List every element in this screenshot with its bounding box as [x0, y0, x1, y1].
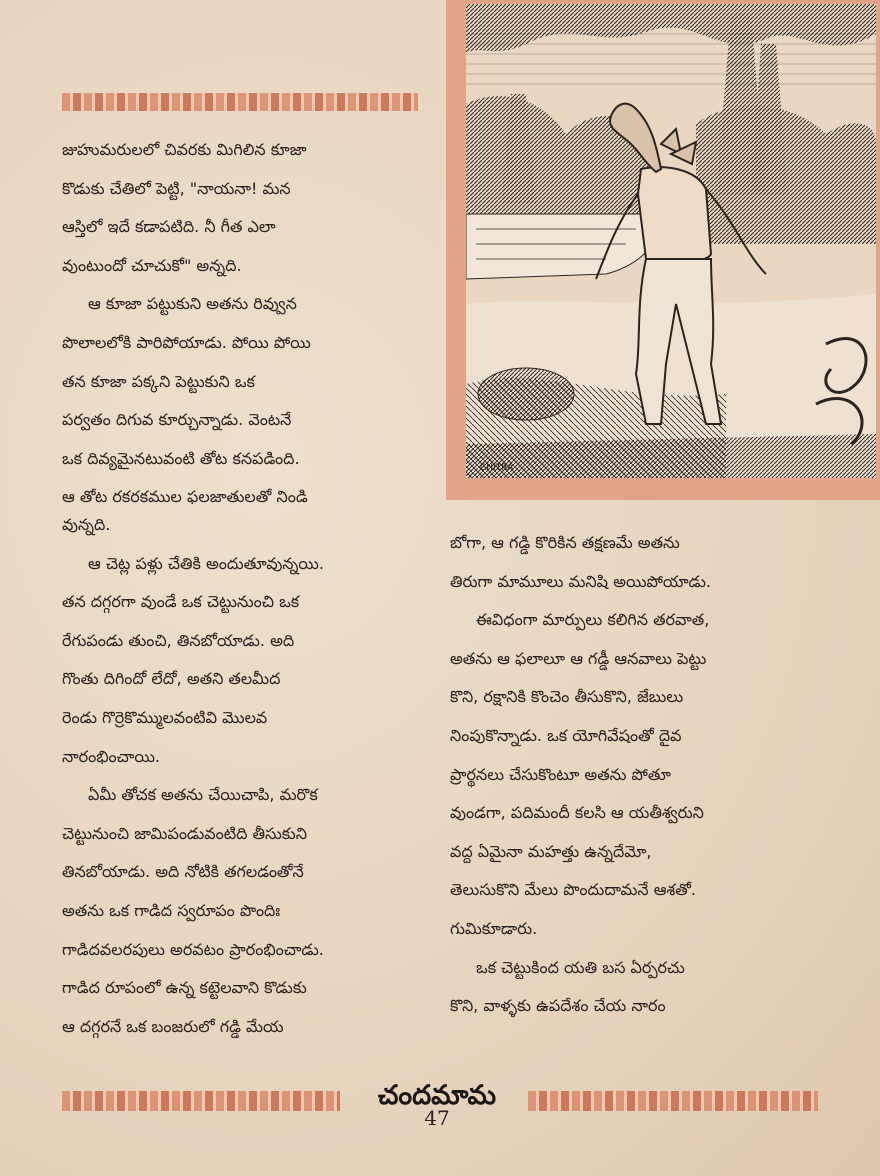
text-line: గాడిదవలరపులు అరవటం ప్రారంభించాడు. — [62, 939, 324, 959]
text-line: ఆస్తిలో ఇదే కడాపటిది. నీ గీత ఎలా — [62, 217, 276, 237]
text-line: వుండగా, పదిమందీ కలసి ఆ యతీశ్వరుని — [450, 803, 704, 823]
text-line: ఒక చెట్టుకింద యతి బస ఏర్పరచు — [476, 957, 685, 977]
right-column-text — [450, 524, 820, 1026]
text-line: ఆ దగ్గరనే ఒక బంజరులో గడ్డి మేయ — [62, 1016, 284, 1036]
illustration — [446, 0, 880, 500]
page-number: 47 — [424, 1106, 450, 1130]
text-line: వుంటుందో చూచుకో" అన్నది. — [62, 255, 242, 275]
text-line: గొంతు దిగిందో లేదో, అతని తలమీద — [62, 669, 281, 689]
text-line: ఆ చెట్ల పళ్లు చేతికి అందుతూవున్నయి. — [88, 553, 324, 573]
text-line: తిరుగా మామూలు మనిషి అయిపోయాడు. — [450, 571, 712, 591]
text-line: బోగా, ఆ గడ్డి కొరికిన తక్షణమే అతను — [450, 533, 680, 552]
text-line: పొలాలలోకి పారిపోయాడు. పోయి పోయి — [62, 332, 311, 352]
text-line: పర్వతం దిగువ కూర్చున్నాడు. వెంటనే — [62, 410, 292, 430]
text-line: ఈవిధంగా మార్పులు కలిగిన తరవాత, — [476, 610, 710, 630]
text-line: గుమికూడారు. — [450, 918, 538, 938]
illustration-drawing — [466, 4, 876, 478]
text-line: వద్ద ఏమైనా మహత్తు ఉన్నదేమో, — [450, 841, 652, 861]
text-line: గాడిద రూపంలో ఉన్న కట్టెలవాని కొడుకు — [62, 978, 307, 998]
text-line: తన దగ్గరగా వుండే ఒక చెట్టునుంచి ఒక — [62, 592, 300, 612]
artist-signature: CHITRA — [480, 463, 514, 473]
text-line: నారంభించాయి. — [62, 746, 160, 766]
text-line: కొని, వాళ్ళకు ఉపదేశం చేయ నారం — [450, 996, 666, 1016]
magazine-name: చందమామ — [377, 1080, 497, 1111]
text-line: నింపుకొన్నాడు. ఒక యోగివేషంతో దైవ — [450, 725, 682, 745]
decorative-border-footer-right — [528, 1091, 818, 1111]
text-line: చెట్టునుంచి జామిపండువంటిది తీసుకుని — [62, 823, 307, 843]
left-column-text — [62, 131, 432, 517]
text-line: ఒక దివ్యమైనటువంటి తోట కనపడింది. — [62, 448, 300, 468]
text-line: అతను ఒక గాడిద స్వరూపం పొందిః — [62, 900, 281, 920]
text-line: రెండు గొర్రెకొమ్ములవంటివి మొలవ — [62, 707, 268, 727]
text-line: అతను ఆ ఫలాలూ ఆ గడ్డీ ఆనవాలు పెట్టు — [450, 648, 707, 668]
text-line: తినబోయాడు. అది నోటికి తగలడంతోనే — [62, 862, 304, 882]
decorative-border-top — [62, 93, 418, 111]
text-line: కొని, రక్షానికి కొంచెం తీసుకొని, జేబులు — [450, 687, 684, 707]
text-line: తెలుసుకొని మేలు పొందుదామనే ఆశతో. — [450, 880, 696, 900]
text-line: తన కూజా పక్కని పెట్టుకుని ఒక — [62, 371, 255, 391]
decorative-border-footer-left — [62, 1091, 340, 1111]
text-line: జుహుమరులలో చివరకు మిగిలిన కూజా — [62, 140, 307, 159]
text-line: ఆ తోట రకరకముల ఫలజాతులతో నిండి — [62, 487, 308, 507]
text-line: వున్నది. — [62, 515, 111, 534]
text-line: ప్రార్థనలు చేసుకొంటూ అతను పోతూ — [450, 764, 671, 784]
text-line: కొడుకు చేతిలో పెట్టి, "నాయనా! మన — [62, 178, 291, 198]
text-line: రేగుపండు తుంచి, తినబోయాడు. అది — [62, 630, 295, 650]
text-line: ఏమీ తోచక అతను చేయిచాపి, మరొక — [88, 785, 318, 805]
left-column-lower-text — [62, 506, 432, 1046]
text-line: ఆ కూజా పట్టుకుని అతను రివ్వున — [88, 294, 297, 314]
